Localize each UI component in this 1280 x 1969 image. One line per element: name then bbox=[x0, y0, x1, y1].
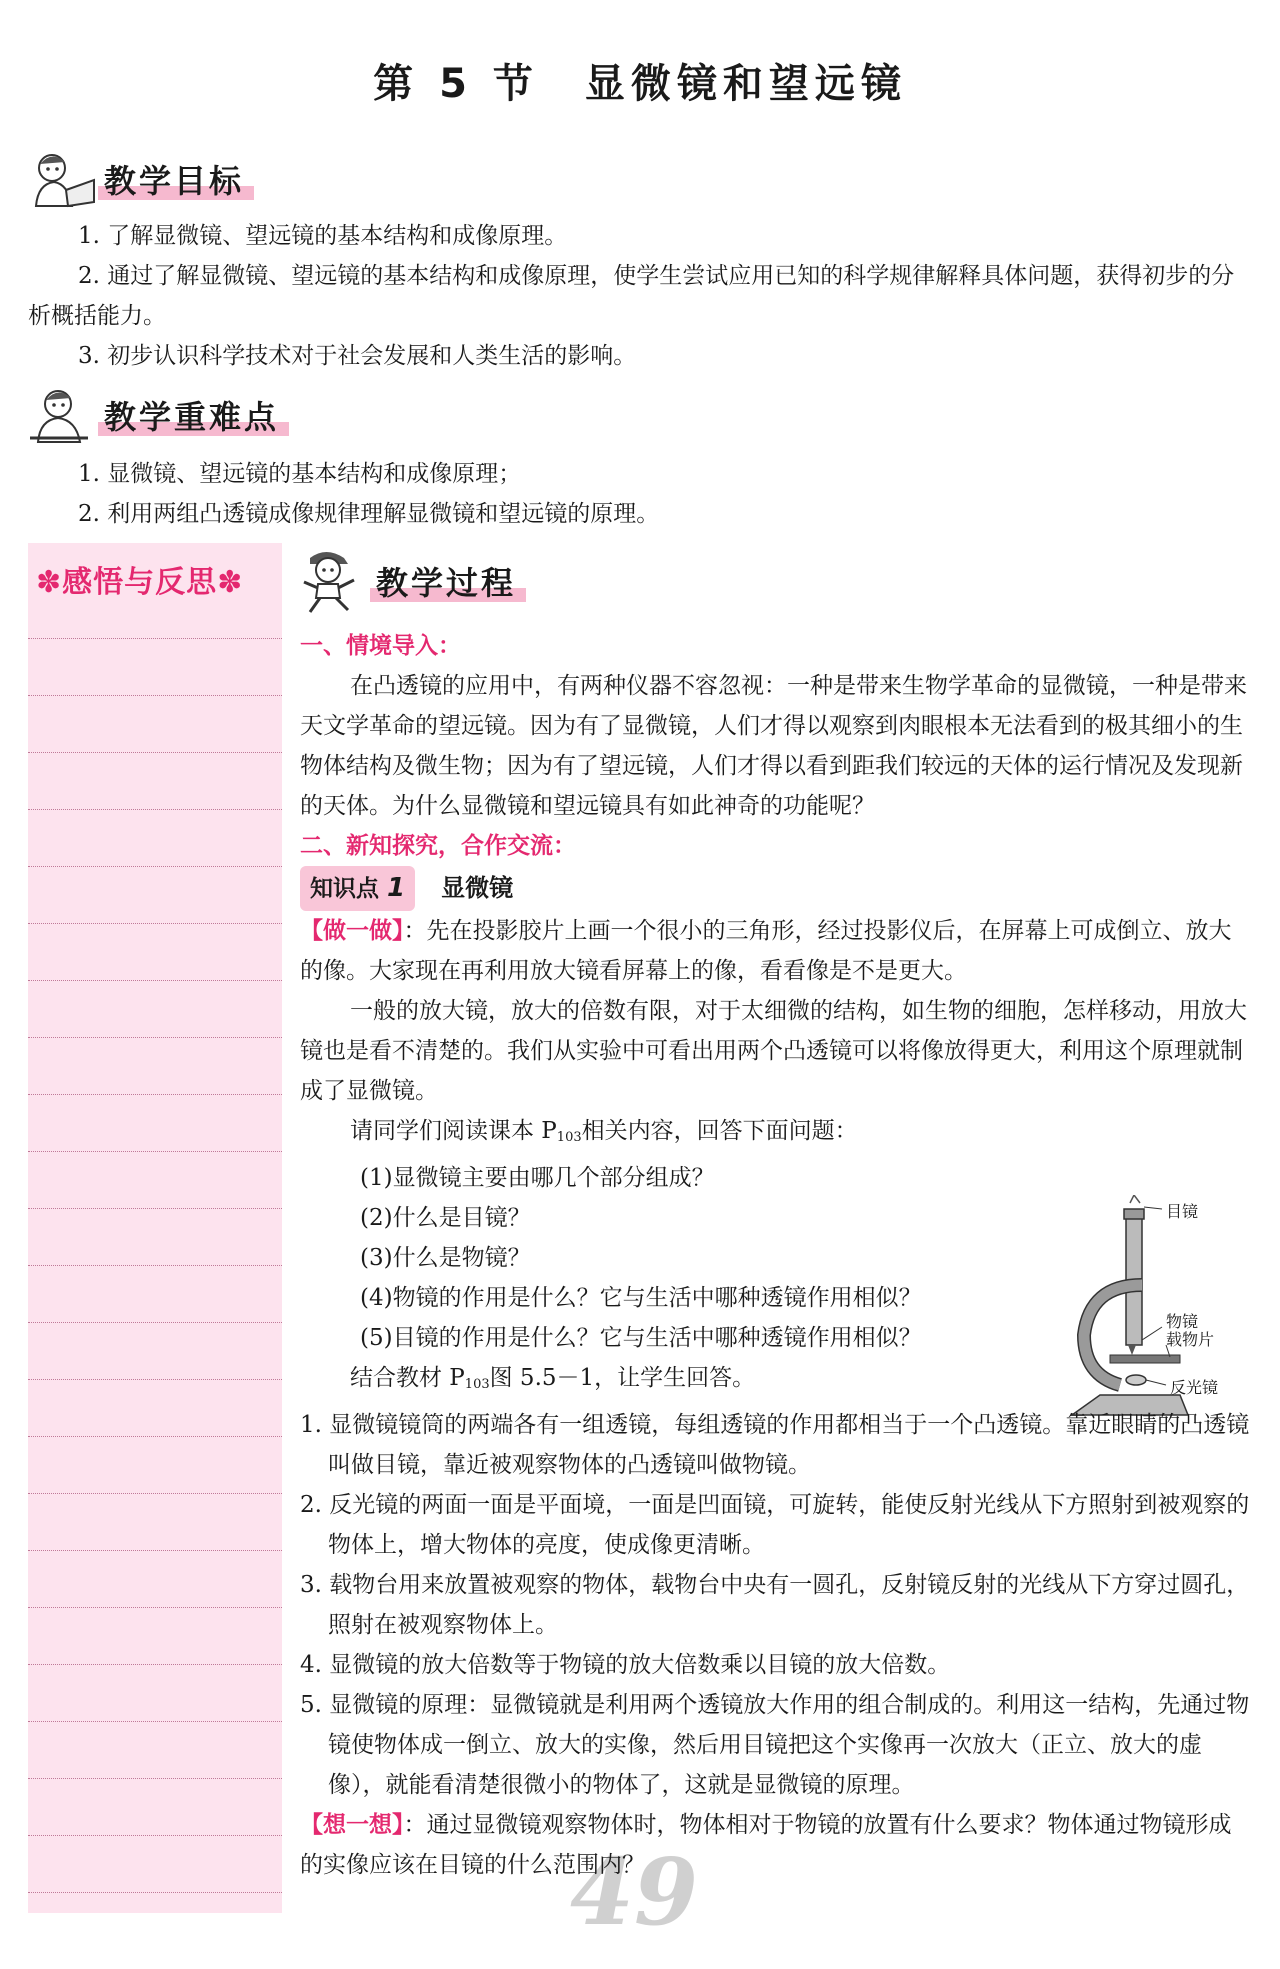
question-item: (5)目镜的作用是什么？它与生活中哪种透镜作用相似？ bbox=[360, 1325, 922, 1351]
combine-a: 结合教材 P bbox=[350, 1365, 465, 1391]
note-line[interactable] bbox=[28, 809, 282, 810]
think-tag: 【想一想】 bbox=[300, 1812, 404, 1838]
goal-item: 2. 通过了解显微镜、望远镜的基本结构和成像原理，使学生尝试应用已知的科学规律解释具体问题，获得初步的分析概括能力。 bbox=[28, 263, 1235, 329]
note-line[interactable] bbox=[28, 1151, 282, 1152]
reading-boy-icon bbox=[28, 150, 98, 208]
combine-instruction bbox=[300, 1358, 1250, 1405]
process-body bbox=[300, 626, 1250, 1885]
kp-title: 显微镜 bbox=[441, 874, 514, 902]
question-item: (4)物镜的作用是什么？它与生活中哪种透镜作用相似？ bbox=[360, 1285, 922, 1311]
note-line[interactable] bbox=[28, 1892, 282, 1893]
read-instruction bbox=[300, 1111, 1250, 1158]
keypoint-item: 1. 显微镜、望远镜的基本结构和成像原理； bbox=[78, 461, 522, 487]
read-a: 请同学们阅读课本 P bbox=[350, 1118, 557, 1144]
note-line[interactable] bbox=[28, 1208, 282, 1209]
answer-item: 2. 反光镜的两面一面是平面境，一面是凹面镜，可旋转，能使反射光线从下方照射到被观察的物体上，增大物体的亮度，使成像更清晰。 bbox=[300, 1492, 1250, 1558]
goal-item: 3. 初步认识科学技术对于社会发展和人类生活的影响。 bbox=[78, 343, 637, 369]
objective-label: 物镜 bbox=[1166, 1312, 1199, 1331]
note-line[interactable] bbox=[28, 1436, 282, 1437]
answer-item: 1. 显微镜镜筒的两端各有一组透镜，每组透镜的作用都相当于一个凸透镜。靠近眼睛的凸透镜叫做目镜，靠近被观察物体的凸透镜叫做物镜。 bbox=[300, 1412, 1250, 1478]
question-item: (1)显微镜主要由哪几个部分组成？ bbox=[360, 1165, 715, 1191]
note-line[interactable] bbox=[28, 1607, 282, 1608]
note-line[interactable] bbox=[28, 1493, 282, 1494]
keypoints-heading: 教学重难点 bbox=[98, 392, 289, 438]
note-line[interactable] bbox=[28, 1037, 282, 1038]
think-text: ：通过显微镜观察物体时，物体相对于物镜的放置有什么要求？物体通过物镜形成的实像应该在目镜的什么范围内？ bbox=[300, 1812, 1232, 1878]
note-line[interactable] bbox=[28, 1778, 282, 1779]
note-line[interactable] bbox=[28, 1721, 282, 1722]
goals-header bbox=[28, 150, 254, 208]
running-boy-icon bbox=[296, 548, 366, 614]
do-paragraph bbox=[300, 911, 1250, 991]
note-line[interactable] bbox=[28, 1664, 282, 1665]
note-line[interactable] bbox=[28, 752, 282, 753]
combine-b: 图 5.5－1，让学生回答。 bbox=[489, 1365, 756, 1391]
note-line[interactable] bbox=[28, 1322, 282, 1323]
mirror-label: 反光镜 bbox=[1170, 1378, 1219, 1397]
goals-heading: 教学目标 bbox=[98, 156, 254, 202]
process-heading: 教学过程 bbox=[370, 558, 526, 604]
page-number: 49 bbox=[570, 1838, 699, 1946]
combine-sub: 103 bbox=[464, 1377, 490, 1392]
do-tag: 【做一做】 bbox=[300, 918, 404, 944]
eyepiece-label: 目镜 bbox=[1166, 1202, 1199, 1221]
intro-text: 在凸透镜的应用中，有两种仪器不容忽视：一种是带来生物学革命的显微镜，一种是带来天文学革命的望远镜。因为有了显微镜，人们才得以观察到肉眼根本无法看到的极其细小的生物体结构及微生物；因为有了望远镜，人们才得以看到距我们较远的天体的运行情况及发现新的天体。为什么显微镜和望远镜具有如此神奇的功能呢？ bbox=[300, 673, 1247, 819]
kp-label: 知识点 bbox=[310, 876, 379, 902]
knowledge-point-badge bbox=[300, 866, 415, 911]
note-line[interactable] bbox=[28, 980, 282, 981]
explore-heading: 二、新知探究，合作交流： bbox=[300, 833, 576, 859]
do-text: ：先在投影胶片上画一个很小的三角形，经过投影仪后，在屏幕上可成倒立、放大的像。大家现在再利用放大镜看屏幕上的像，看看像是不是更大。 bbox=[300, 918, 1232, 984]
note-line[interactable] bbox=[28, 923, 282, 924]
answer-item: 5. 显微镜的原理：显微镜就是利用两个透镜放大作用的组合制成的。利用这一结构，先通过物镜使物体成一倒立、放大的实像，然后用目镜把这个实像再一次放大（正立、放大的虚像），就能看清楚很微小的物体了，这就是显微镜的原理。 bbox=[300, 1692, 1250, 1798]
note-line[interactable] bbox=[28, 1094, 282, 1095]
answer-item: 3. 载物台用来放置被观察的物体，载物台中央有一圆孔，反射镜反射的光线从下方穿过圆孔，照射在被观察物体上。 bbox=[300, 1572, 1250, 1638]
think-paragraph bbox=[300, 1805, 1250, 1885]
intro-heading: 一、情境导入： bbox=[300, 633, 461, 659]
note-line[interactable] bbox=[28, 1265, 282, 1266]
reflection-title: ✽感悟与反思✽ bbox=[36, 565, 244, 600]
note-line[interactable] bbox=[28, 866, 282, 867]
knowledge-point-row bbox=[300, 866, 1250, 911]
keypoints-header bbox=[28, 386, 289, 444]
page-title: 第 5 节 显微镜和望远镜 bbox=[373, 61, 907, 107]
note-line[interactable] bbox=[28, 1550, 282, 1551]
reflection-sidebar bbox=[28, 543, 282, 1913]
para2: 一般的放大镜，放大的倍数有限，对于太细微的结构，如生物的细胞，怎样移动，用放大镜也是看不清楚的。我们从实验中可看出用两个凸透镜可以将像放得更大，利用这个原理就制成了显微镜。 bbox=[300, 998, 1247, 1104]
note-line[interactable] bbox=[28, 1379, 282, 1380]
read-b: 相关内容，回答下面问题： bbox=[581, 1118, 858, 1144]
read-sub: 103 bbox=[556, 1130, 582, 1145]
goal-item: 1. 了解显微镜、望远镜的基本结构和成像原理。 bbox=[78, 223, 568, 249]
question-item: (3)什么是物镜？ bbox=[360, 1245, 531, 1271]
keypoint-item: 2. 利用两组凸透镜成像规律理解显微镜和望远镜的原理。 bbox=[78, 501, 660, 527]
question-item: (2)什么是目镜？ bbox=[360, 1205, 531, 1231]
kp-number: 1 bbox=[387, 873, 406, 903]
note-line[interactable] bbox=[28, 638, 282, 639]
thinking-boy-icon bbox=[28, 386, 98, 444]
process-header bbox=[296, 548, 526, 614]
note-line[interactable] bbox=[28, 695, 282, 696]
note-line[interactable] bbox=[28, 1835, 282, 1836]
answer-item: 4. 显微镜的放大倍数等于物镜的放大倍数乘以目镜的放大倍数。 bbox=[300, 1652, 951, 1678]
stage-label: 载物片 bbox=[1166, 1330, 1215, 1349]
